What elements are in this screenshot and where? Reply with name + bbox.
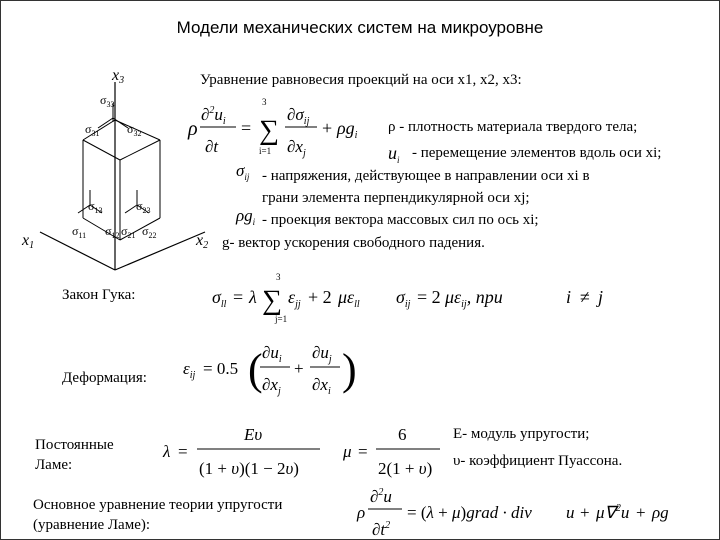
svg-text:+: + xyxy=(322,118,333,138)
note-e: E- модуль упругости; xyxy=(453,426,590,442)
svg-text:3: 3 xyxy=(276,272,281,282)
equilibrium-formula xyxy=(187,97,358,159)
axis-x2-label: x2 xyxy=(196,232,209,251)
svg-text:i=1: i=1 xyxy=(259,146,272,156)
lame-label-line1: Постоянные xyxy=(35,437,114,453)
svg-text:u: u xyxy=(566,503,575,522)
svg-text:+ 2: + 2 xyxy=(308,287,332,307)
svg-text:∑: ∑ xyxy=(262,285,282,316)
basic-line2: (уравнение Ламе): xyxy=(33,517,151,533)
stress-label-33: $\sigma_{33}$ xyxy=(100,93,115,109)
page-title: Модели механических систем на микроуровне xyxy=(176,18,544,37)
symbol-u-i: $u_i$ xyxy=(388,143,400,165)
deformation-formula xyxy=(183,343,357,397)
lame-mu-formula xyxy=(342,425,440,478)
svg-text:+: + xyxy=(636,503,646,522)
symbol-sigma-ij: $\sigma_{ij}$ xyxy=(236,161,250,182)
hooke-formula xyxy=(212,272,603,324)
svg-text:(1 + υ)(1 − 2υ): (1 + υ)(1 − 2υ) xyxy=(199,459,299,478)
stress-label-21: $\sigma_{21}$ xyxy=(121,224,136,240)
svg-text:ρg: ρg xyxy=(652,503,669,522)
svg-text:μ: μ xyxy=(343,442,352,461)
svg-text:ρgi: $\rho g_i$ xyxy=(337,118,358,141)
svg-text:j=1: j=1 xyxy=(275,314,288,324)
svg-text:μ∇2u: μ∇$^2$u xyxy=(596,503,630,522)
legend-sigma: - напряжения, действующее в направлении оси xi в xyxy=(262,168,590,184)
lame-lambda-formula xyxy=(162,425,320,478)
stress-label-13: $\sigma_{13}$ xyxy=(88,199,103,215)
svg-text:∂σij: $\partial\sigma_{ij}$ xyxy=(287,105,310,127)
svg-text:6: 6 xyxy=(398,425,407,444)
stress-label-11: $\sigma_{11}$ xyxy=(72,224,87,240)
svg-text:=: = xyxy=(233,287,244,307)
svg-text:≠: ≠ xyxy=(580,287,590,307)
svg-text:λ: λ xyxy=(249,287,257,307)
svg-text:ρ: ρ xyxy=(188,118,198,140)
svg-text:σll: $\sigma_{ll}$ xyxy=(212,287,227,310)
svg-text:∂xj: $\partial x_j$ xyxy=(287,137,306,159)
axis-x3-label: x3 xyxy=(112,67,125,86)
svg-text:μεij, при: $\mu\varepsilon_{ij}$, при xyxy=(445,287,503,310)
svg-text:∂xi: $\partial x_i$ xyxy=(312,375,331,397)
svg-text:∂xj: $\partial x_j$ xyxy=(262,375,281,397)
svg-text:∂t: ∂t xyxy=(205,137,219,156)
svg-text:+: + xyxy=(580,503,590,522)
svg-text:= 2: = 2 xyxy=(417,287,441,307)
stress-label-32: $\sigma_{32}$ xyxy=(127,122,142,138)
svg-text:∂t2: $\partial t^2$ xyxy=(372,520,391,539)
stress-label-23: $\sigma_{23}$ xyxy=(136,199,151,215)
svg-text:i: i xyxy=(566,287,572,307)
svg-text:=: = xyxy=(241,118,252,138)
svg-text:Eυ: Eυ xyxy=(244,425,263,444)
svg-text:∂2u: ∂$^2$u xyxy=(370,487,392,506)
note-nu: υ- коэффициент Пуассона. xyxy=(453,453,623,469)
equilibrium-heading: Уравнение равновесия проекций на оси x1, x2, x3: xyxy=(200,72,522,88)
svg-text:): ) xyxy=(342,345,357,394)
deformation-label: Деформация: xyxy=(62,370,147,386)
svg-text:λ: λ xyxy=(163,442,171,461)
svg-text:∂2ui: $\partial^2u_i$ xyxy=(201,105,226,127)
svg-text:ρ: ρ xyxy=(357,503,366,522)
svg-text:=: = xyxy=(178,442,188,461)
hooke-label: Закон Гука: xyxy=(62,287,136,303)
svg-text:σij: $\sigma_{ij}$ xyxy=(396,287,411,310)
basic-line1: Основное уравнение теории упругости xyxy=(33,497,283,513)
svg-text:(: ( xyxy=(248,345,263,394)
svg-text:= (λ + μ)grad · div: = (λ + μ)grad · div xyxy=(407,503,532,522)
legend-u: - перемещение элементов вдоль оси xi; xyxy=(412,145,662,161)
svg-text:εij: $\varepsilon_{ij}$ xyxy=(183,359,196,381)
svg-text:εjj: $\varepsilon_{jj}$ xyxy=(288,287,301,310)
legend-gvec: g- вектор ускорения свободного падения. xyxy=(222,235,485,251)
svg-text:j: j xyxy=(598,287,604,307)
lame-equation-formula xyxy=(356,487,669,539)
legend-sigma-cont: грани элемента перпендикулярной оси xj; xyxy=(262,190,530,206)
svg-text:∑: ∑ xyxy=(259,115,279,146)
svg-text:2(1 + υ): 2(1 + υ) xyxy=(378,459,433,478)
symbol-rho-g-i: $\rho g_i$ xyxy=(236,206,256,227)
lame-label-line2: Ламе: xyxy=(35,457,73,473)
legend-g: - проекция вектора массовых сил по ось xi; xyxy=(262,212,539,228)
svg-text:= 0.5: = 0.5 xyxy=(203,359,239,378)
svg-text:∂ui: $\partial u_i$ xyxy=(262,343,282,365)
svg-text:+: + xyxy=(294,359,304,378)
stress-label-12: $\sigma_{12}$ xyxy=(105,224,120,240)
svg-text:3: 3 xyxy=(262,97,267,107)
axis-x1-label: x1 xyxy=(22,232,35,251)
element-diagram xyxy=(40,82,205,270)
stress-label-22: $\sigma_{22}$ xyxy=(142,224,157,240)
svg-text:∂uj: $\partial u_j$ xyxy=(312,343,332,365)
legend-rho: ρ - плотность материала твердого тела; xyxy=(388,119,638,135)
svg-text:=: = xyxy=(358,442,368,461)
stress-label-31: $\sigma_{31}$ xyxy=(85,122,100,138)
svg-text:μεll: $\mu\varepsilon_{ll}$ xyxy=(338,287,360,310)
